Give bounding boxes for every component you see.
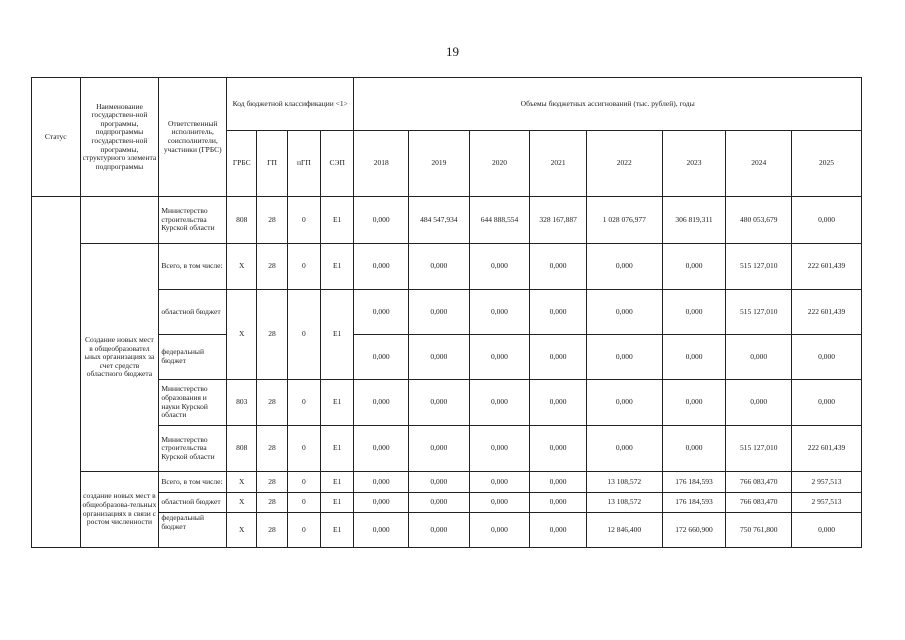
value-cell: 0,000: [354, 426, 409, 472]
header-name: Наименование государствен-ной программы, подпрограммы государствен-ной программы, структурного элемента подпрограммы: [80, 78, 159, 197]
value-cell: 0,000: [469, 244, 530, 290]
header-grbs: ГРБС: [227, 131, 257, 197]
grbs-cell: 808: [227, 426, 257, 472]
value-cell: 13 108,572: [586, 472, 662, 493]
value-cell: 0,000: [469, 426, 530, 472]
executor-cell: Министерство строительства Курской области: [159, 197, 227, 244]
budget-table: [31, 77, 862, 548]
group-name-cell: Создание новых мест в общеобразовател ьных организациях за счет средств областного бюджета: [80, 244, 159, 472]
value-cell: 222 601,439: [792, 426, 862, 472]
value-cell: 0,000: [586, 380, 662, 426]
value-cell: 2 957,513: [792, 493, 862, 513]
executor-cell: Министерство строительства Курской области: [159, 426, 227, 472]
header-year: 2019: [409, 131, 470, 197]
grbs-cell: Х: [227, 493, 257, 513]
header-volumes: Объемы бюджетных ассигнований (тыс. рублей), годы: [354, 78, 862, 131]
value-cell: 0,000: [530, 290, 587, 335]
value-cell: 0,000: [726, 335, 792, 380]
value-cell: 0,000: [409, 426, 470, 472]
value-cell: 12 846,400: [586, 513, 662, 548]
gp-cell: 28: [257, 380, 287, 426]
header-year: 2018: [354, 131, 409, 197]
gp-cell: 28: [257, 493, 287, 513]
value-cell: 0,000: [586, 244, 662, 290]
value-cell: 0,000: [409, 290, 470, 335]
header-pgp: пГП: [287, 131, 320, 197]
value-cell: 0,000: [530, 426, 587, 472]
grbs-cell: Х: [227, 472, 257, 493]
value-cell: 750 761,800: [726, 513, 792, 548]
executor-cell: федеральный бюджет: [159, 335, 227, 380]
value-cell: 0,000: [354, 380, 409, 426]
grbs-cell: 808: [227, 197, 257, 244]
value-cell: 0,000: [530, 335, 587, 380]
value-cell: 172 660,900: [662, 513, 726, 548]
gp-cell: 28: [257, 472, 287, 493]
value-cell: 515 127,010: [726, 426, 792, 472]
value-cell: 328 167,887: [530, 197, 587, 244]
value-cell: 0,000: [662, 426, 726, 472]
header-year: 2025: [792, 131, 862, 197]
value-cell: 1 028 076,977: [586, 197, 662, 244]
value-cell: 0,000: [469, 513, 530, 548]
value-cell: 0,000: [409, 335, 470, 380]
value-cell: 0,000: [792, 335, 862, 380]
value-cell: 0,000: [469, 472, 530, 493]
pgp-cell: 0: [287, 493, 320, 513]
gp-cell: 28: [257, 290, 287, 380]
value-cell: 0,000: [354, 290, 409, 335]
sep-cell: Е1: [321, 380, 354, 426]
gp-cell: 28: [257, 513, 287, 548]
executor-cell: Министерство образования и науки Курской области: [159, 380, 227, 426]
value-cell: 0,000: [726, 380, 792, 426]
value-cell: 2 957,513: [792, 472, 862, 493]
value-cell: 0,000: [469, 290, 530, 335]
executor-cell: Всего, в том числе:: [159, 472, 227, 493]
value-cell: 0,000: [354, 244, 409, 290]
name-cell: [80, 197, 159, 244]
executor-cell: федеральный бюджет: [159, 513, 227, 548]
value-cell: 515 127,010: [726, 290, 792, 335]
header-row-1: [32, 78, 862, 131]
sep-cell: Е1: [321, 197, 354, 244]
value-cell: 0,000: [662, 335, 726, 380]
sep-cell: Е1: [321, 426, 354, 472]
page-number: 19: [446, 44, 459, 59]
gp-cell: 28: [257, 426, 287, 472]
value-cell: 0,000: [409, 513, 470, 548]
header-status: Статус: [32, 78, 81, 197]
value-cell: 0,000: [662, 380, 726, 426]
value-cell: 0,000: [792, 380, 862, 426]
grbs-cell: 803: [227, 380, 257, 426]
sep-cell: Е1: [321, 290, 354, 380]
value-cell: 0,000: [792, 197, 862, 244]
value-cell: 0,000: [354, 513, 409, 548]
executor-cell: областной бюджет: [159, 493, 227, 513]
gp-cell: 28: [257, 244, 287, 290]
value-cell: 0,000: [469, 380, 530, 426]
value-cell: 222 601,439: [792, 244, 862, 290]
value-cell: 0,000: [530, 493, 587, 513]
header-year: 2024: [726, 131, 792, 197]
value-cell: 0,000: [586, 290, 662, 335]
executor-cell: областной бюджет: [159, 290, 227, 335]
value-cell: 766 083,470: [726, 493, 792, 513]
value-cell: 0,000: [530, 244, 587, 290]
value-cell: 0,000: [586, 426, 662, 472]
pgp-cell: 0: [287, 290, 320, 380]
sep-cell: Е1: [321, 472, 354, 493]
table-row: [32, 244, 862, 290]
executor-cell: Всего, в том числе:: [159, 244, 227, 290]
grbs-cell: Х: [227, 513, 257, 548]
grbs-cell: Х: [227, 244, 257, 290]
pgp-cell: 0: [287, 472, 320, 493]
value-cell: 0,000: [469, 493, 530, 513]
value-cell: 0,000: [354, 197, 409, 244]
value-cell: 0,000: [354, 472, 409, 493]
sep-cell: Е1: [321, 513, 354, 548]
table-row: [32, 472, 862, 493]
header-kbk: Код бюджетной классификации <1>: [227, 78, 354, 131]
value-cell: 480 053,679: [726, 197, 792, 244]
value-cell: 0,000: [469, 335, 530, 380]
pgp-cell: 0: [287, 244, 320, 290]
sep-cell: Е1: [321, 244, 354, 290]
value-cell: 0,000: [530, 472, 587, 493]
value-cell: 13 108,572: [586, 493, 662, 513]
value-cell: 644 888,554: [469, 197, 530, 244]
header-gp: ГП: [257, 131, 287, 197]
value-cell: 0,000: [409, 493, 470, 513]
value-cell: 0,000: [354, 493, 409, 513]
status-cell: [32, 197, 81, 548]
value-cell: 0,000: [409, 380, 470, 426]
value-cell: 0,000: [662, 244, 726, 290]
header-year: 2021: [530, 131, 587, 197]
gp-cell: 28: [257, 197, 287, 244]
group-name-cell: создание новых мест в общеобразова-тельных организациях в связи с ростом численности: [80, 472, 159, 548]
header-sep: СЭП: [321, 131, 354, 197]
value-cell: 0,000: [662, 290, 726, 335]
value-cell: 0,000: [409, 472, 470, 493]
value-cell: 766 083,470: [726, 472, 792, 493]
value-cell: 484 547,934: [409, 197, 470, 244]
value-cell: 0,000: [530, 513, 587, 548]
pgp-cell: 0: [287, 513, 320, 548]
pgp-cell: 0: [287, 380, 320, 426]
value-cell: 515 127,010: [726, 244, 792, 290]
pgp-cell: 0: [287, 426, 320, 472]
value-cell: 0,000: [586, 335, 662, 380]
value-cell: 306 819,311: [662, 197, 726, 244]
value-cell: 222 601,439: [792, 290, 862, 335]
value-cell: 0,000: [792, 513, 862, 548]
value-cell: 0,000: [530, 380, 587, 426]
table-row: [32, 197, 862, 244]
value-cell: 176 184,593: [662, 472, 726, 493]
grbs-cell: Х: [227, 290, 257, 380]
value-cell: 176 184,593: [662, 493, 726, 513]
header-year: 2023: [662, 131, 726, 197]
header-year: 2022: [586, 131, 662, 197]
value-cell: 0,000: [354, 335, 409, 380]
sep-cell: Е1: [321, 493, 354, 513]
value-cell: 0,000: [409, 244, 470, 290]
header-year: 2020: [469, 131, 530, 197]
header-executor: Ответственный исполнитель, соисполнители, участники (ГРБС): [159, 78, 227, 197]
pgp-cell: 0: [287, 197, 320, 244]
